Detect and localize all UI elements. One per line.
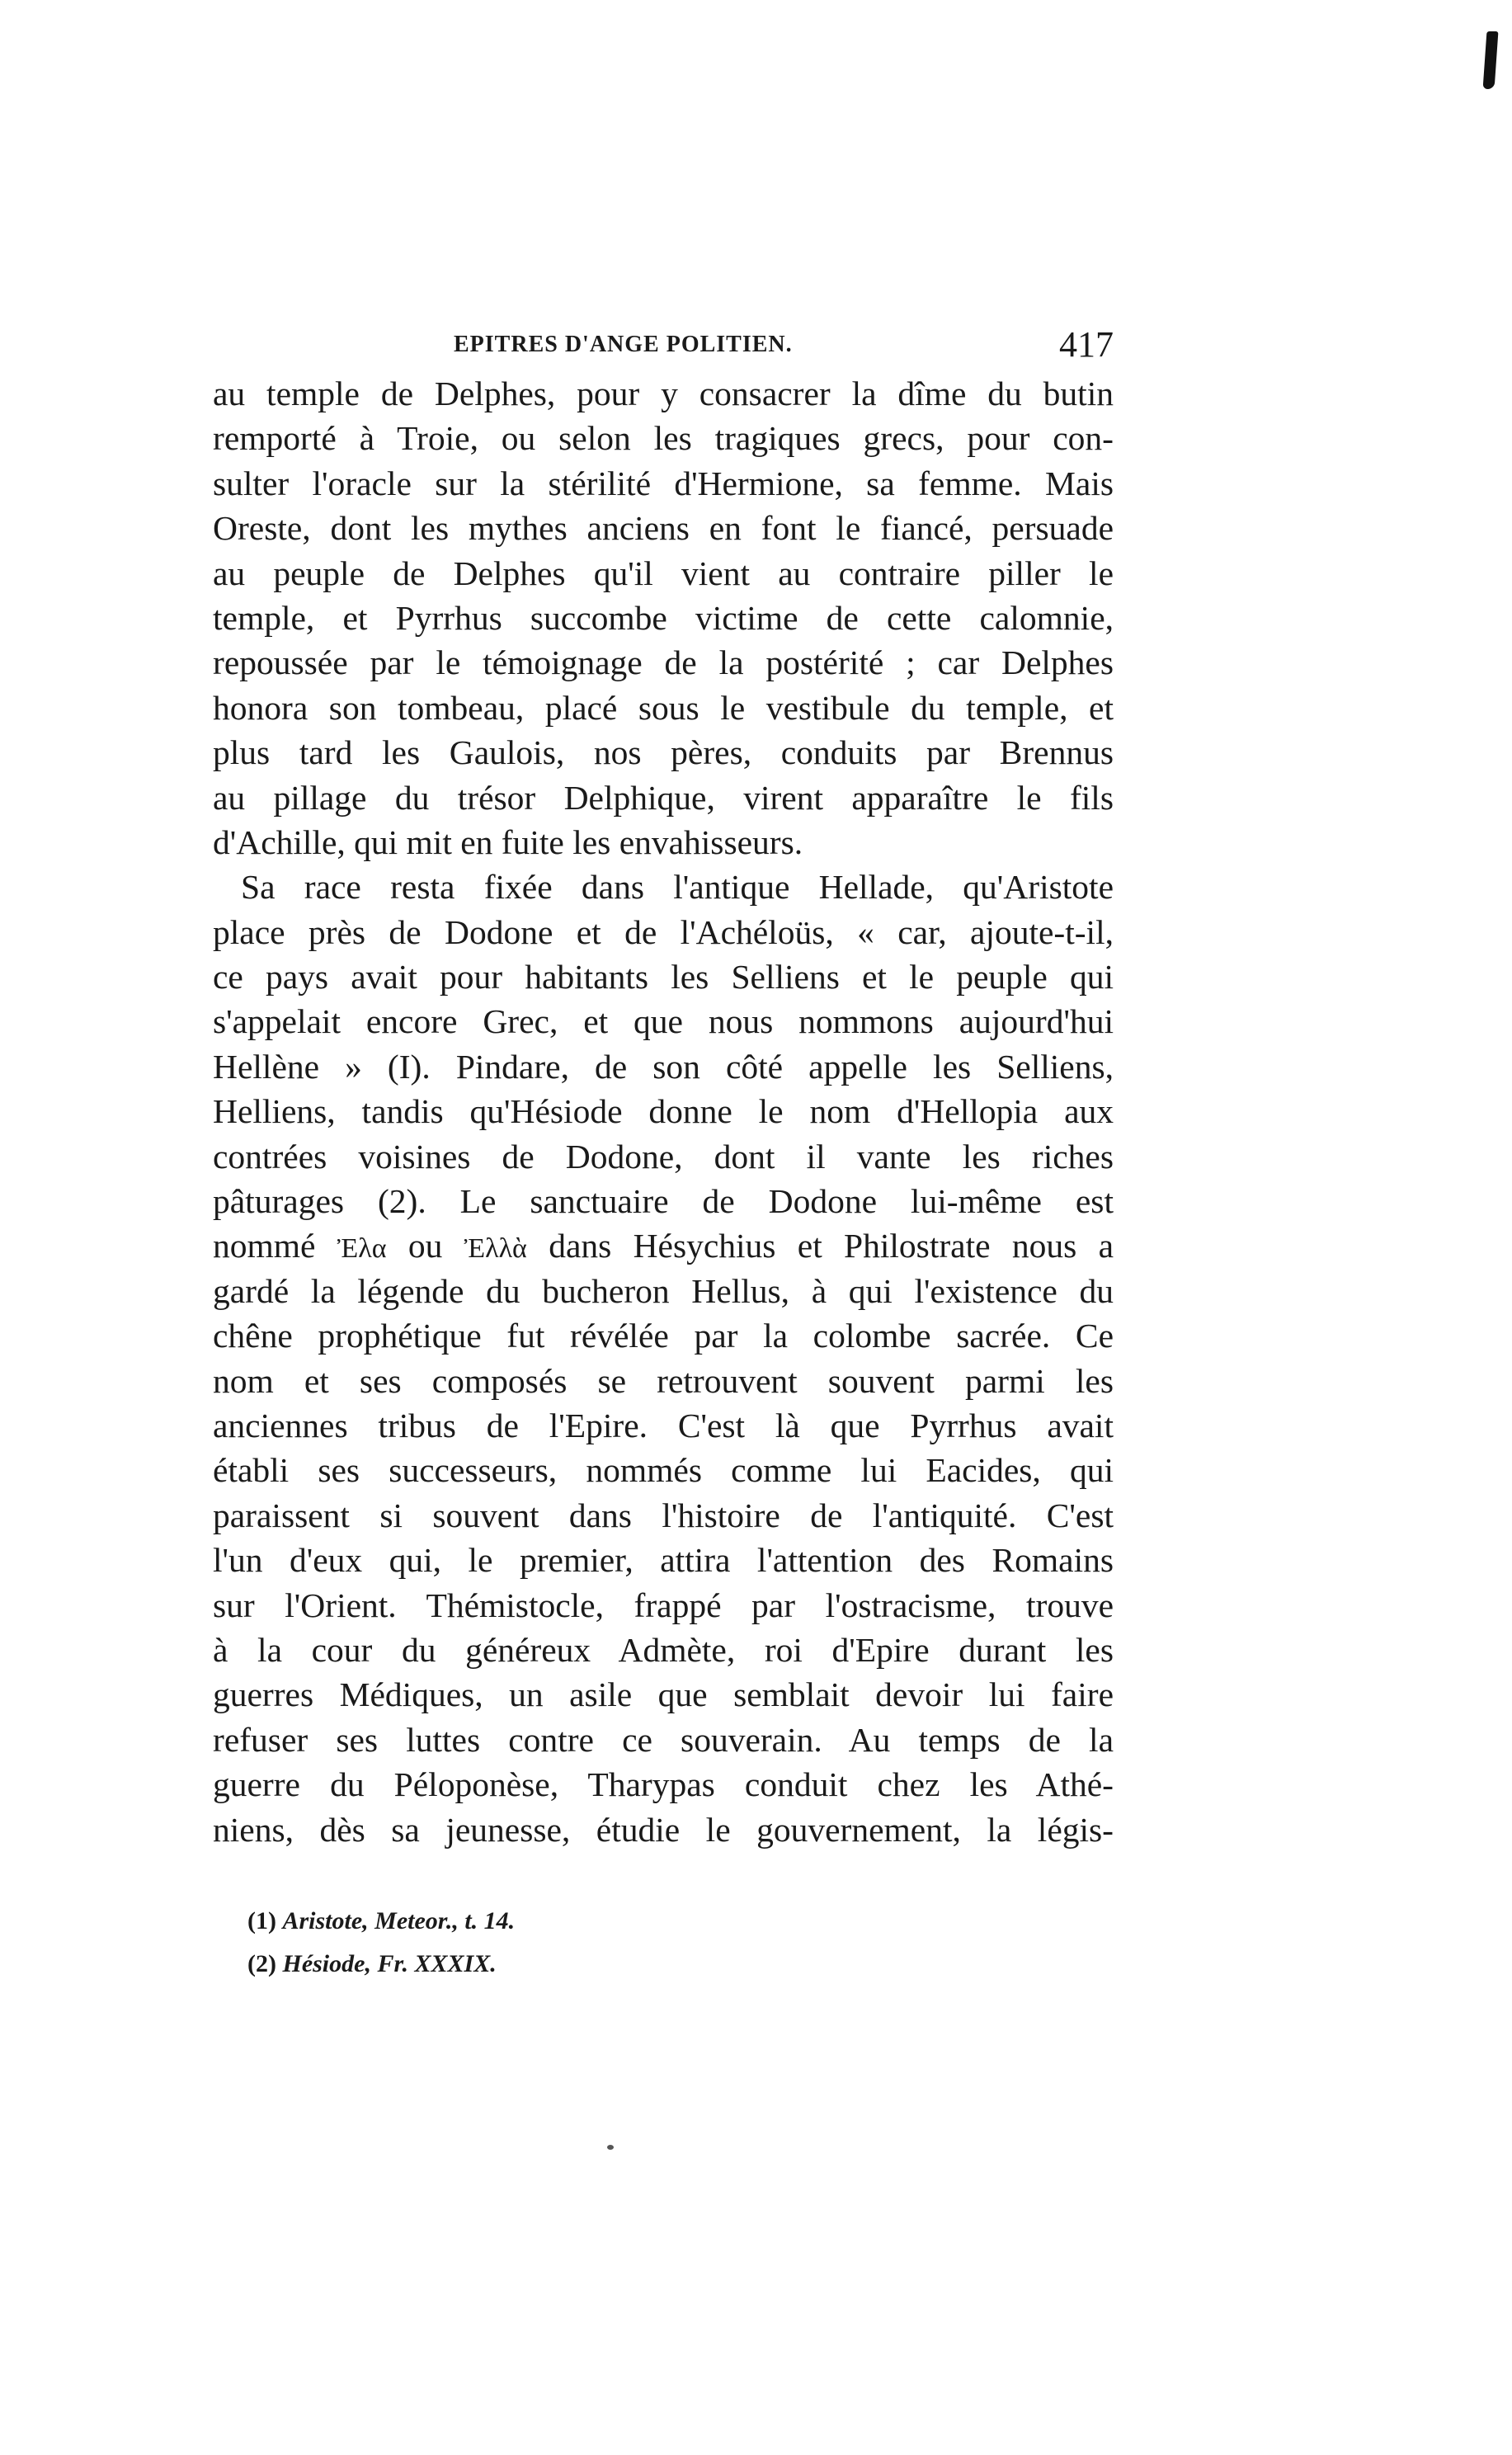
text-line: à la cour du généreux Admète, roi d'Epire durant les (213, 1630, 1114, 1669)
text-line: au peuple de Delphes qu'il vient au contraire piller le (213, 554, 1114, 592)
footnote-reference: Aristote, Meteor., t. 14. (282, 1907, 516, 1934)
body-text (213, 371, 1114, 1852)
footnote-reference: Hésiode, Fr. XXXIX. (282, 1950, 497, 1977)
text-line: au temple de Delphes, pour y consacrer la dîme du butin (213, 375, 1114, 412)
text-line: anciennes tribus de l'Epire. C'est là que Pyrrhus avait (213, 1406, 1114, 1444)
text-line: Helliens, tandis qu'Hésiode donne le nom d'Hellopia aux (213, 1092, 1114, 1131)
text-line: niens, dès sa jeunesse, étudie le gouvernement, la légis- (213, 1810, 1114, 1849)
footnote-number: (2) (247, 1950, 276, 1977)
running-title: EPITRES D'ANGE POLITIEN. (454, 332, 793, 357)
footnote (247, 1943, 825, 1986)
text-line: pâturages (2). Le sanctuaire de Dodone lui-même est (213, 1182, 1114, 1221)
footnotes (247, 1900, 825, 1986)
text-line: guerre du Péloponèse, Tharypas conduit chez les Athé- (213, 1765, 1114, 1804)
line-rest: dans Hésychius et Philostrate nous a (549, 1227, 1114, 1265)
line-prefix: nommé (213, 1227, 316, 1265)
text-line: gardé la légende du bucheron Hellus, à qui l'existence du (213, 1271, 1114, 1310)
ink-speck (607, 2145, 614, 2150)
text-line: Hellène » (I). Pindare, de son côté appelle les Selliens, (213, 1047, 1114, 1086)
text-line: sur l'Orient. Thémistocle, frappé par l'ostracisme, trouve (213, 1586, 1114, 1624)
text-line: établi ses successeurs, nommés comme lui Eacides, qui (213, 1451, 1114, 1490)
page-number: 417 (1059, 324, 1114, 365)
text-line: temple, et Pyrrhus succombe victime de cette calomnie, (213, 598, 1114, 637)
text-line: refuser ses luttes contre ce souverain. Au temps de la (213, 1720, 1114, 1759)
text-line: plus tard les Gaulois, nos pères, conduits par Brennus (213, 733, 1114, 772)
text-line: ce pays avait pour habitants les Selliens et le peuple qui (213, 958, 1114, 997)
footnote-number: (1) (247, 1907, 276, 1934)
text-line: guerres Médiques, un asile que semblait devoir lui faire (213, 1675, 1114, 1714)
footnote (247, 1900, 825, 1943)
text-line: remporté à Troie, ou selon les tragiques grecs, pour con- (213, 419, 1114, 458)
paragraph-start-line: Sa race resta fixée dans l'antique Hellade, qu'Aristote (241, 868, 1114, 907)
page-edge-mark (1483, 31, 1499, 89)
text-line: sulter l'oracle sur la stérilité d'Hermione, sa femme. Mais (213, 464, 1114, 502)
text-line: honora son tombeau, placé sous le vestibule du temple, et (213, 688, 1114, 727)
text-line: repoussée par le témoignage de la postérité ; car Delphes (213, 643, 1114, 682)
text-line: place près de Dodone et de l'Achéloüs, « car, ajoute-t-il, (213, 912, 1114, 951)
greek-word: Ἐλα (337, 1233, 387, 1265)
greek-word: Ἐλλὰ (464, 1233, 527, 1265)
line-conjunction: ou (407, 1227, 443, 1265)
text-line: paraissent si souvent dans l'histoire de l'antiquité. C'est (213, 1496, 1114, 1534)
text-line: l'un d'eux qui, le premier, attira l'attention des Romains (213, 1541, 1114, 1580)
text-line: chêne prophétique fut révélée par la colombe sacrée. Ce (213, 1317, 1114, 1355)
text-line: nom et ses composés se retrouvent souvent parmi les (213, 1361, 1114, 1400)
text-line: s'appelait encore Grec, et que nous nommons aujourd'hui (213, 1002, 1114, 1041)
greek-words-line (213, 1223, 1114, 1268)
paragraph-end-line: d'Achille, qui mit en fuite les envahisseurs. (213, 822, 803, 861)
text-line: Oreste, dont les mythes anciens en font le fiancé, persuade (213, 509, 1114, 548)
text-line: contrées voisines de Dodone, dont il vante les riches (213, 1137, 1114, 1176)
text-line: au pillage du trésor Delphique, virent apparaître le fils (213, 778, 1114, 817)
running-head (213, 323, 1114, 370)
